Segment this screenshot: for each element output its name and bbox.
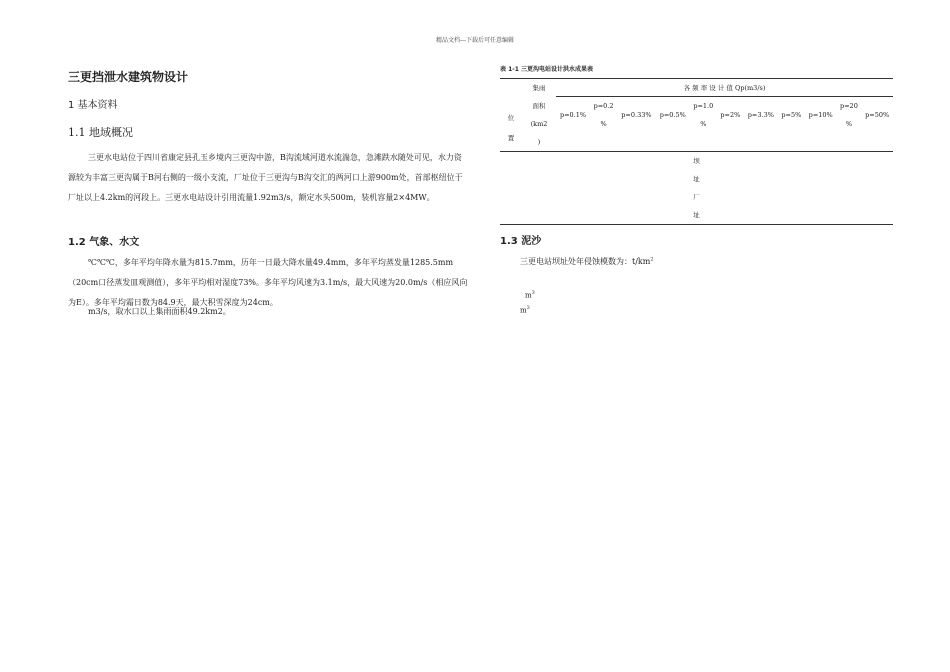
freq-col: p=0.1% [559, 111, 587, 119]
freq-col: p=3.3% [747, 111, 774, 119]
freq-col: p=50% [865, 111, 890, 119]
site-char: 址 [693, 175, 700, 183]
unit-line: $m^3$ [520, 305, 530, 315]
freq-col: p=0.2 % [593, 102, 614, 128]
frequency-header: 各 频 率 设 计 值 Qp(m3/s) [556, 79, 893, 97]
site-char: 厂 [693, 193, 700, 201]
header-note: 精品文档---下载后可任意编辑 [435, 37, 515, 44]
site-char: 坝 [693, 157, 700, 165]
paragraph-catchment: m3/s，取水口以上集雨面积49.2km2。 [88, 307, 231, 316]
freq-col: p=0.33% [621, 111, 652, 119]
area-header [522, 79, 556, 152]
position-char: 位 [507, 114, 515, 122]
freq-col: p=2% [720, 111, 741, 119]
section-heading-1-3: 1.3 泥沙 [500, 236, 542, 247]
section-heading-1: 1 基本资料 [68, 100, 118, 111]
freq-col: p=5% [781, 111, 802, 119]
section-heading-1-1: 1.1 地域概况 [68, 126, 133, 139]
area-char: (km2 [530, 120, 548, 128]
area-char: 面积 [532, 102, 546, 110]
freq-col: p=20 % [839, 102, 858, 128]
position-header [500, 79, 522, 152]
erosion-text: 三更电站坝址处年侵蚀模数为：$t/km^2$ [520, 256, 654, 266]
paragraph-location: 三更水电站位于四川省康定县孔玉乡境内三更沟中游，B沟流域河道水流湍急，急滩跌水随处可见，水力资源较为丰富三更沟属于B河右侧的一级小支流，厂址位于三更沟与B沟交汇的两河口上游900m处，首部枢纽位于厂址以上4.2km的河段上。三更水电站设计引用流量1.92m3/s，额定水头500m，装机容量2×4MW。 [68, 153, 463, 202]
paragraph-climate: ℃℃℃，多年平均年降水量为815.7mm，历年一日最大降水量49.4mm，多年平均蒸发量1285.5mm（20cm口径蒸发皿观测值），多年平均相对湿度73%。多年平均风速为3.1m/s，最大风速为20.0m/s（相应风向为E）。多年平均霜日数为84.9天，最大积雪深度为24cm。 [68, 258, 468, 307]
freq-col: p=10% [808, 111, 833, 119]
area-char: ) [537, 138, 541, 146]
position-char: 置 [507, 134, 515, 142]
freq-col: p=1.0 % [693, 102, 714, 128]
freq-col: p=0.5% [659, 111, 686, 119]
section-heading-1-2: 1.2 气象、水文 [68, 237, 140, 248]
site-char: 址 [693, 211, 700, 219]
site-row [500, 152, 893, 225]
unit-line: $m^3$ [525, 290, 535, 300]
flood-results-table [500, 78, 893, 225]
document-title: 三更挡泄水建筑物设计 [68, 70, 189, 84]
area-char: 集雨 [532, 84, 546, 92]
table-caption: 表 1-1 三更沟电站设计洪水成果表 [500, 66, 594, 73]
